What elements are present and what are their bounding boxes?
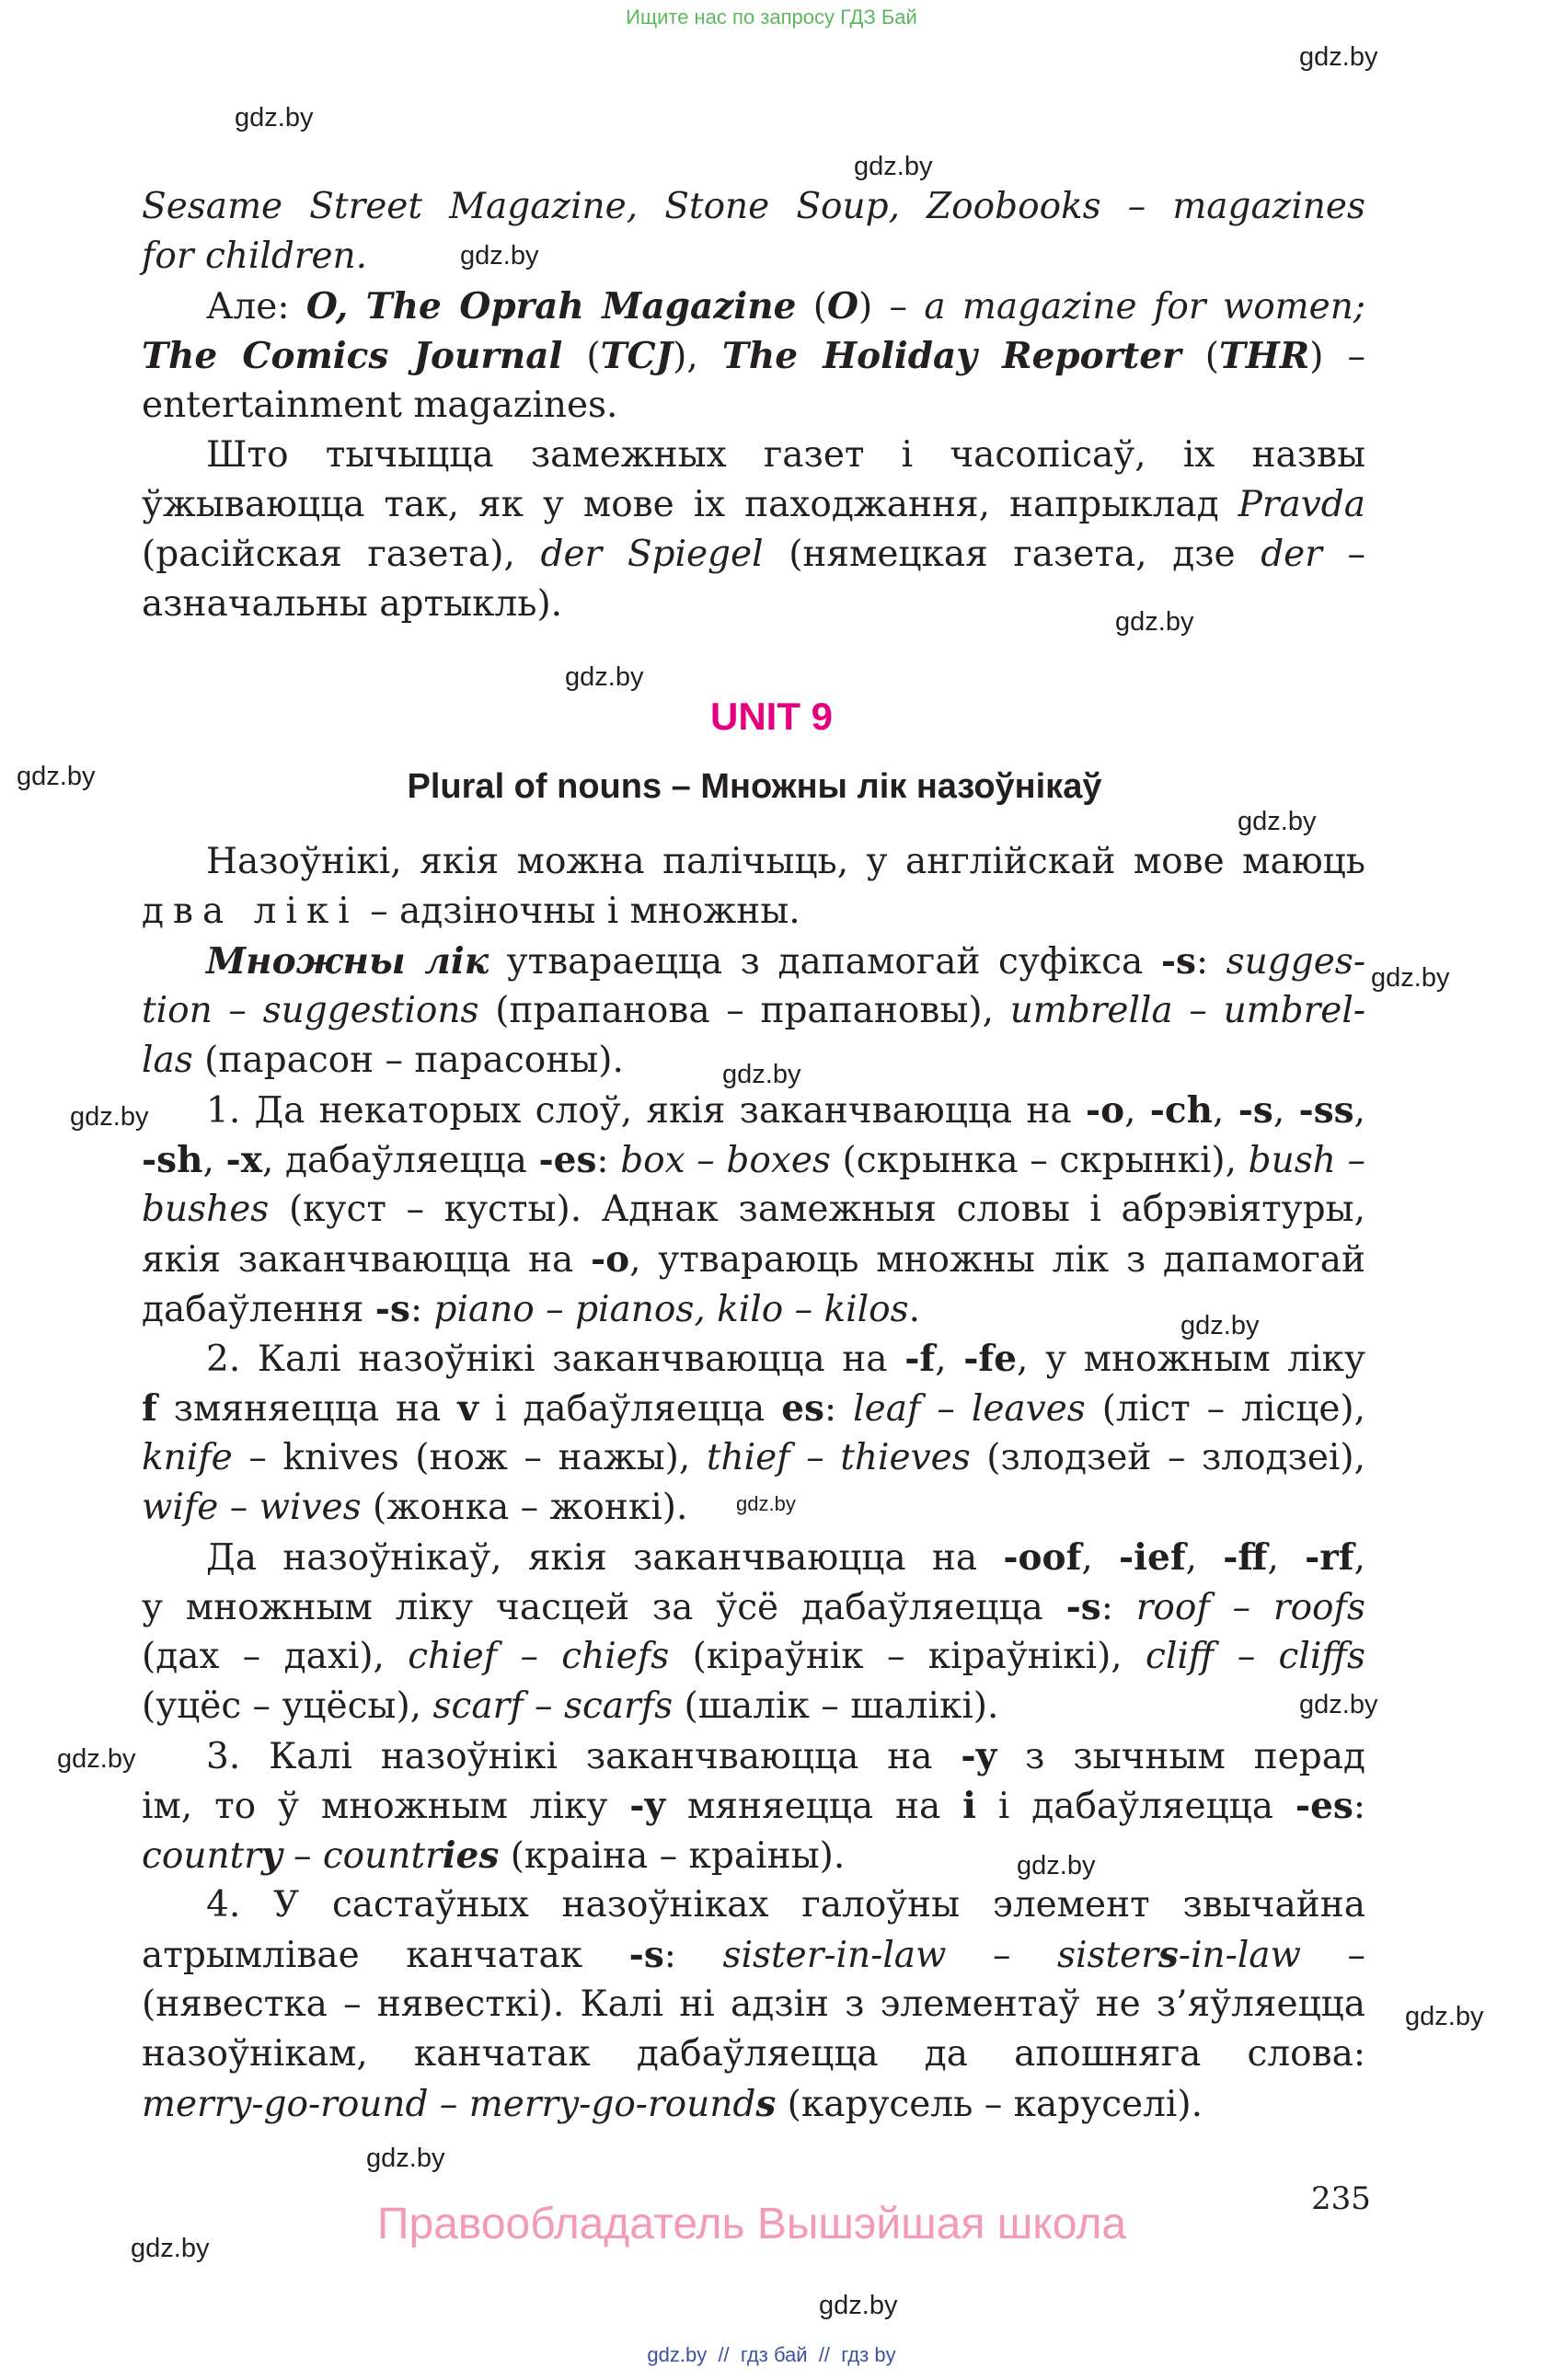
watermark: gdz.by [460,241,539,270]
watermark: gdz.by [1299,1690,1378,1719]
text-line: (дах – дахі), chief – chiefs (кіраўнік – кіраўнікі), cliff – cliffs [142,1636,1365,1677]
watermark: gdz.by [1299,42,1378,72]
text-line: ім, то ў множным ліку -y мяняецца на i і дабаўляецца -es: [142,1785,1366,1827]
text-line: knife – knives (нож – нажы), thief – thieves (злодзей – злодзеі), [142,1437,1366,1478]
text-line: Да назоўнікаў, якія заканчваюцца на -oof, -ief, -ff, -rf, [206,1536,1365,1579]
watermark: gdz.by [1180,1311,1260,1340]
text-line: entertainment magazines. [142,385,618,426]
watermark: gdz.by [722,1060,801,1089]
watermark: gdz.by [1371,963,1450,993]
watermark: gdz.by [854,152,933,181]
text-line: merry-go-round – merry-go-rounds (карусель – каруселі). [142,2083,1203,2125]
watermark: gdz.by [57,1744,136,1774]
text-line: (уцёс – уцёсы), scarf – scarfs (шалік – шалікі). [142,1685,999,1727]
watermark: gdz.by [565,662,644,692]
text-line: азначальны артыкль). [142,583,563,625]
unit-title: UNIT 9 [709,695,833,738]
watermark: gdz.by [17,762,96,791]
watermark: gdz.by [1405,2002,1484,2031]
text-line: (нявестка – нявесткі). Калі ні адзін з элементаў не з’яўляецца [142,1983,1365,2025]
text-line: -sh, -x, дабаўляецца -es: box – boxes (скрынка – скрынкі), bush – [142,1139,1365,1181]
text-line: bushes (куст – кусты). Аднак замежныя словы і абрэвіятуры, [142,1189,1365,1230]
text-line: ўжываюцца так, як у мове іх паходжання, напрыклад Pravda [142,484,1365,525]
watermark: gdz.by [131,2234,210,2263]
text-line: Але: O, The Oprah Magazine (O) – a magazine for women; [206,285,1366,328]
page-number: 235 [1311,2180,1371,2217]
text-line: f змяняецца на v і дабаўляецца es: leaf – leaves (ліст – лісце), [142,1387,1366,1430]
watermark: gdz.by [366,2144,445,2173]
text-line: las (парасон – парасоны). [142,1040,624,1081]
bottom-links[interactable]: gdz.by // гдз бай // гдз by [647,2343,896,2366]
text-line: wife – wives (жонка – жонкі). [142,1487,688,1528]
watermark: gdz.by [1238,807,1317,836]
text-line: The Comics Journal (TCJ), The Holiday Reporter (THR) – [142,335,1365,377]
watermark: gdz.by [1017,1851,1096,1880]
text-line: tion – suggestions (прапанова – прапановы), umbrella – umbrel- [142,990,1366,1031]
search-hint: Ищите нас по запросу ГДЗ Бай [626,6,917,29]
watermark: gdz.by [235,103,314,132]
text-line: 4. У састаўных назоўніках галоўны элемент звычайна [206,1884,1365,1926]
text-line: for children. [142,236,368,277]
watermark: gdz.by [70,1102,149,1132]
text-line: два лікі – адзіночны і множны. [142,891,800,932]
text-line: 1. Да некаторых слоў, якія заканчваюцца на -o, -ch, -s, -ss, [206,1089,1366,1132]
text-line: country – countries (краіна – краіны). [142,1834,846,1877]
watermark: gdz.by [1115,607,1194,637]
text-line: Назоўнікі, якія можна палічыць, у англійскай мове маюць [206,841,1365,882]
text-line: 2. Калі назоўнікі заканчваюцца на -f, -fe, у множным ліку [206,1338,1365,1380]
text-line: Sesame Street Magazine, Stone Soup, Zoobooks – magazines [142,186,1365,227]
text-line: у множным ліку часцей за ўсё дабаўляецца -s: roof – roofs [142,1586,1365,1628]
text-line: назоўнікам, канчатак дабаўляецца да апошняга слова: [142,2033,1365,2075]
watermark: gdz.by [819,2291,898,2320]
text-line: Множны лік утвараецца з дапамогай суфікса -s: sugges- [206,940,1365,983]
text-line: 3. Калі назоўнікі заканчваюцца на -y з зычным перад [206,1735,1365,1777]
text-line: (расійская газета), der Spiegel (нямецкая газета, дзе der – [142,534,1366,575]
watermark: gdz.by [736,1492,796,1515]
text-line: дабаўлення -s: piano – pianos, kilo – kilos. [142,1288,921,1330]
rights-holder-watermark: Правообладатель Вышэйшая школа [377,2200,1127,2248]
text-line: Што тычыцца замежных газет і часопісаў, іх назвы [206,434,1365,476]
text-line: атрымлівае канчатак -s: sister-in-law – sisters-in-law – [142,1934,1365,1976]
text-line: якія заканчваюцца на -o, утвараюць множны лік з дапамогай [142,1238,1365,1281]
topic-title: Plural of nouns – Множны лік назоўнікаў [407,767,1102,806]
